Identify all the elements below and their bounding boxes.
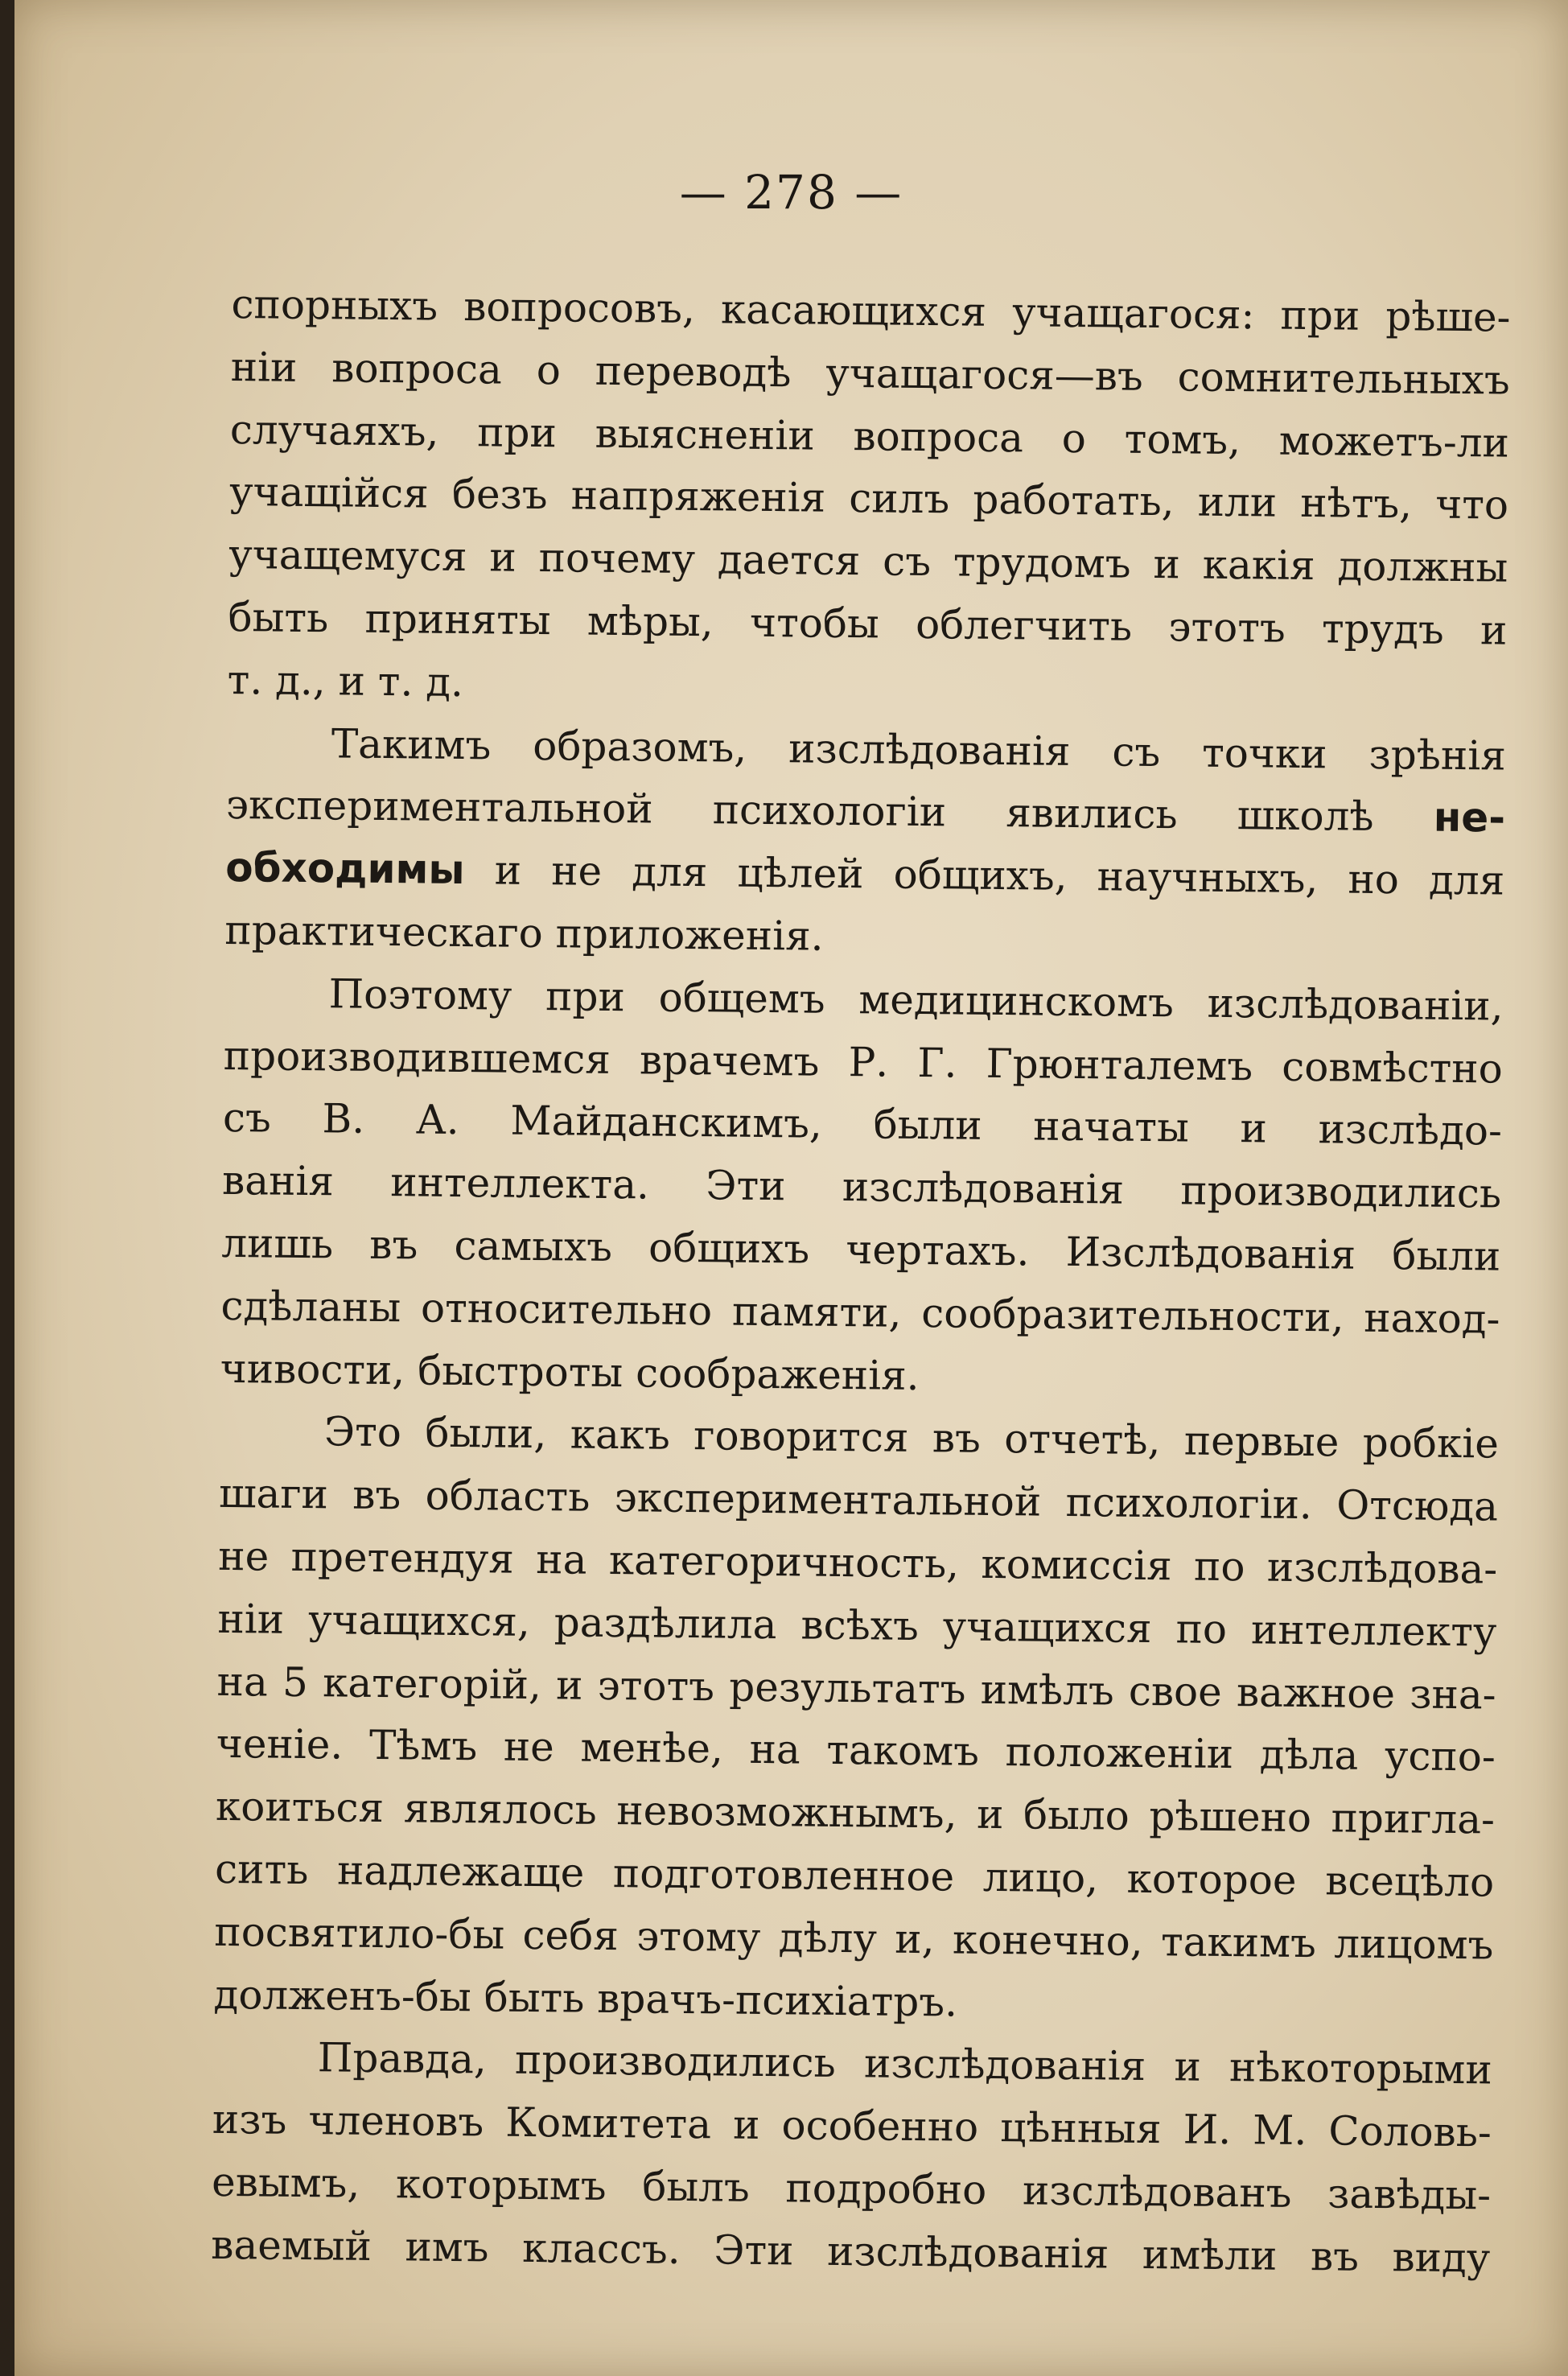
text-line: нiи учащихся, раздѣлила всѣхъ учащихся по интеллекту (217, 1595, 1497, 1656)
text-line: ваемый имъ классъ. Эти изслѣдованiя имѣли въ виду (211, 2221, 1491, 2282)
text-line: Это были, какъ говорится въ отчетѣ, первые робкiе (323, 1408, 1500, 1468)
text-line: коиться являлось невозможнымъ, и было рѣшено пригла- (215, 1783, 1496, 1843)
text-line: учащiйся безъ напряженiя силъ работать, или нѣтъ, что (228, 468, 1509, 529)
text-line: случаяхъ, при выясненiи вопроса о томъ, можетъ-ли (229, 406, 1510, 467)
text-line: долженъ-бы быть врачъ-психiатръ. (213, 1970, 958, 2026)
text-line: лишь въ самыхъ общихъ чертахъ. Изслѣдованiя были (221, 1219, 1501, 1280)
page-number: — 278 — (679, 165, 903, 220)
text-line: ванiя интеллекта. Эти изслѣдованiя производились (221, 1157, 1502, 1217)
text-run: экспериментальной психологiи явились школѣ (225, 781, 1434, 842)
emphasis-text: не- (1433, 794, 1506, 842)
paragraph-2 (224, 712, 1506, 976)
text-line: чивости, быстроты соображенiя. (220, 1344, 920, 1399)
text-line: шаги въ область экспериментальной психологiи. Отсюда (218, 1470, 1499, 1530)
text-line: евымъ, которымъ былъ подробно изслѣдованъ завѣды- (211, 2158, 1492, 2219)
text-run: и не для цѣлей общихъ, научныхъ, но для (464, 846, 1505, 904)
text-line: изъ членовъ Комитета и особенно цѣнныя И. М. Соловь- (212, 2095, 1492, 2156)
text-line: Правда, производились изслѣдованiя и нѣкоторыми (317, 2034, 1493, 2094)
paragraph-4 (213, 1400, 1499, 2040)
text-line: сдѣланы относительно памяти, сообразительности, наход- (220, 1282, 1500, 1343)
text-line: сить надлежаще подготовленное лицо, которое всецѣло (214, 1845, 1495, 1906)
paragraph-1 (227, 274, 1511, 725)
text-line: быть приняты мѣры, чтобы облегчить этотъ трудъ и (228, 593, 1508, 654)
text-line: не претендуя на категоричность, комиссiя по изслѣдова- (218, 1532, 1498, 1593)
paragraph-3 (220, 962, 1504, 1414)
text-line: учащемуся и почему дается съ трудомъ и какiя должны (228, 531, 1508, 591)
text-line: спорныхъ вопросовъ, касающихся учащагося: при рѣше- (231, 280, 1511, 341)
body-text (211, 274, 1511, 2290)
book-page (14, 0, 1568, 2376)
text-line: нiи вопроса о переводѣ учащагося—въ сомнительныхъ (230, 343, 1511, 404)
text-line: т. д., и т. д. (227, 656, 464, 706)
text-line: посвятило-бы себя этому дѣлу и, конечно, такимъ лицомъ (214, 1908, 1494, 1969)
emphasis-text: обходимы (224, 844, 465, 894)
text-line: Поэтому при общемъ медицинскомъ изслѣдованiи, (328, 970, 1504, 1030)
text-line: Такимъ образомъ, изслѣдованiя съ точки зрѣнiя (331, 719, 1507, 780)
paragraph-5 (211, 2026, 1492, 2290)
text-line: ченiе. Тѣмъ не менѣе, на такомъ положенiи дѣла успо- (216, 1720, 1496, 1781)
text-line: производившемся врачемъ Р. Г. Грюнталемъ совмѣстно (223, 1032, 1504, 1093)
text-line: на 5 категорiй, и этотъ результатъ имѣлъ свое важное зна- (216, 1657, 1496, 1719)
text-line: практическаго приложенiя. (224, 906, 824, 960)
text-line: съ В. А. Майданскимъ, были начаты и изслѣдо- (222, 1094, 1503, 1155)
